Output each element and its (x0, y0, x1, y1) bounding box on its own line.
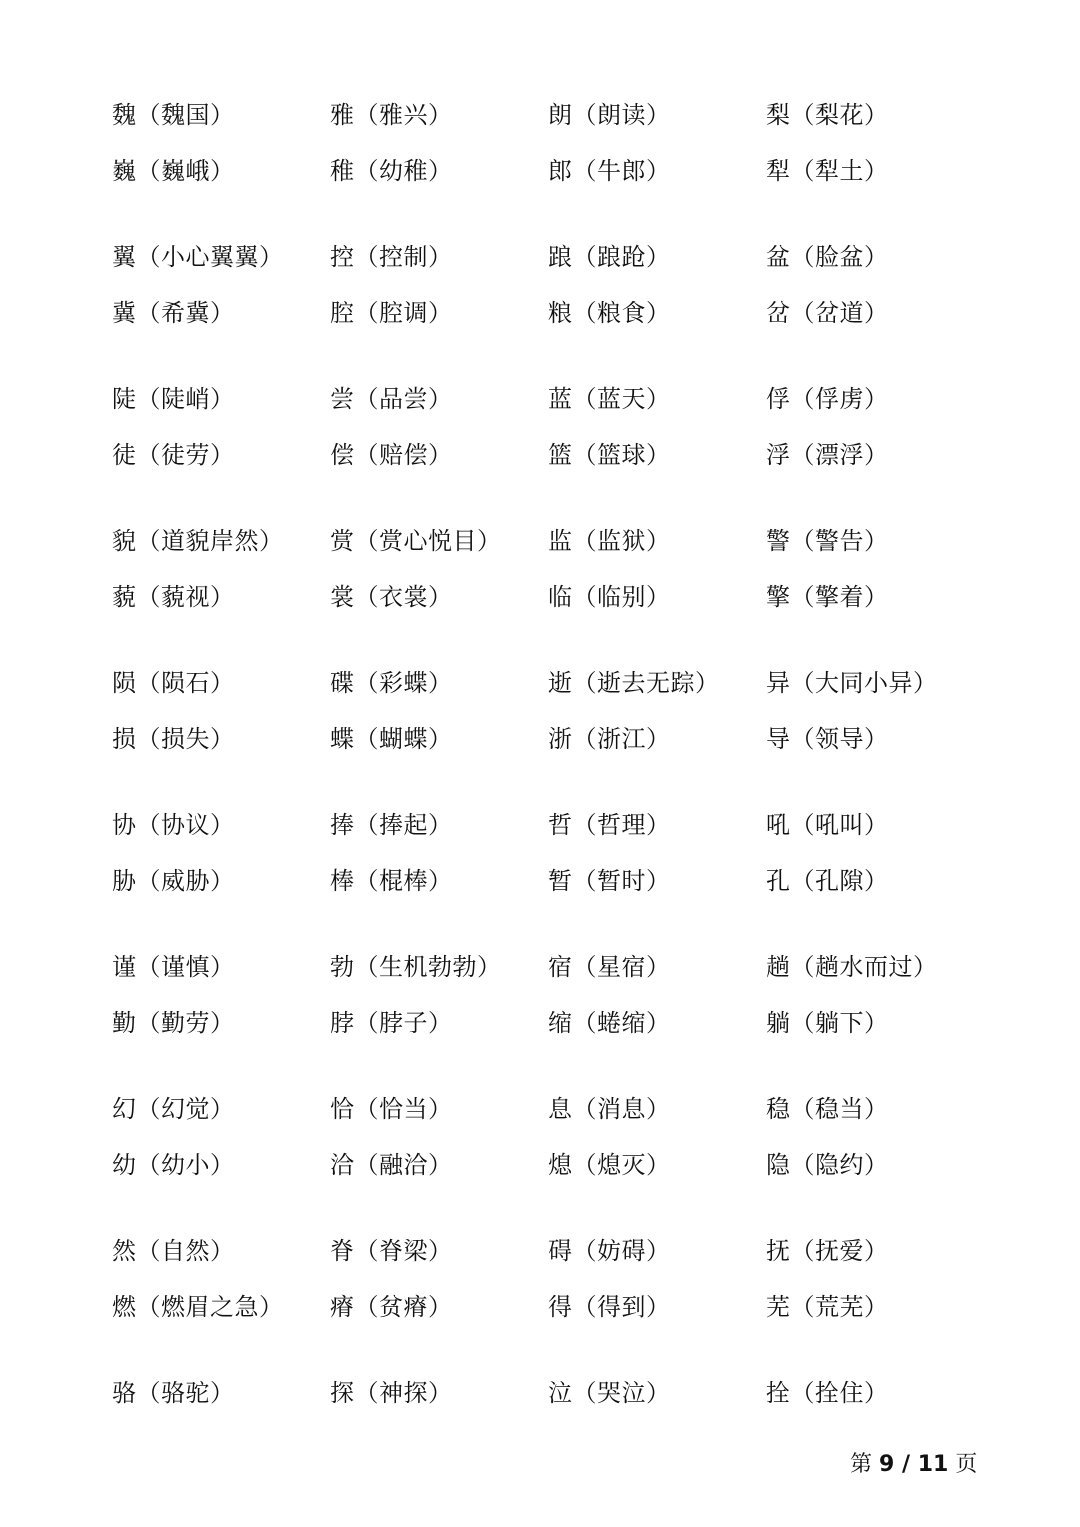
word-entry: 趟（趟水而过） (766, 952, 938, 981)
word-entry: 脊（脊梁） (330, 1236, 453, 1265)
word-group (112, 368, 992, 481)
word-entry: 损（损失） (112, 725, 235, 754)
word-entry: 抚（抚爱） (766, 1236, 889, 1265)
word-row (112, 1220, 992, 1277)
word-entry: 岔（岔道） (766, 299, 889, 328)
page-prefix: 第 (850, 1452, 873, 1477)
word-group (112, 84, 992, 197)
word-entry: 宿（星宿） (548, 952, 671, 981)
word-entry: 俘（俘虏） (766, 384, 889, 413)
character-groups (112, 84, 992, 1448)
word-row (112, 794, 992, 851)
word-entry: 脖（脖子） (330, 1009, 453, 1038)
word-entry: 浙（浙江） (548, 725, 671, 754)
word-entry: 捧（捧起） (330, 810, 453, 839)
word-entry: 稚（幼稚） (330, 157, 453, 186)
word-entry: 冀（希冀） (112, 299, 235, 328)
word-entry: 幻（幻觉） (112, 1094, 235, 1123)
word-row (112, 993, 992, 1050)
word-entry: 裳（衣裳） (330, 583, 453, 612)
word-entry: 篮（篮球） (548, 441, 671, 470)
word-entry: 异（大同小异） (766, 668, 938, 697)
word-group (112, 510, 992, 623)
page-separator: / (894, 1452, 918, 1477)
word-row (112, 1277, 992, 1334)
current-page: 9 (879, 1452, 895, 1477)
word-row (112, 141, 992, 198)
word-entry: 芜（荒芜） (766, 1293, 889, 1322)
word-row (112, 652, 992, 709)
word-entry: 恰（恰当） (330, 1094, 453, 1123)
word-entry: 雅（雅兴） (330, 100, 453, 129)
word-entry: 郎（牛郎） (548, 157, 671, 186)
word-entry: 陨（陨石） (112, 668, 235, 697)
word-entry: 躺（躺下） (766, 1009, 889, 1038)
word-entry: 赏（赏心悦目） (330, 526, 502, 555)
word-entry: 腔（腔调） (330, 299, 453, 328)
word-entry: 巍（巍峨） (112, 157, 235, 186)
word-entry: 陡（陡峭） (112, 384, 235, 413)
word-entry: 幼（幼小） (112, 1151, 235, 1180)
word-row (112, 936, 992, 993)
word-entry: 吼（吼叫） (766, 810, 889, 839)
word-entry: 蝶（蝴蝶） (330, 725, 453, 754)
word-entry: 孔（孔隙） (766, 867, 889, 896)
word-entry: 碟（彩蝶） (330, 668, 453, 697)
word-row (112, 851, 992, 908)
word-row (112, 510, 992, 567)
word-entry: 勤（勤劳） (112, 1009, 235, 1038)
word-entry: 瘠（贫瘠） (330, 1293, 453, 1322)
word-entry: 燃（燃眉之急） (112, 1293, 284, 1322)
word-row (112, 709, 992, 766)
word-entry: 盆（脸盆） (766, 242, 889, 271)
word-entry: 息（消息） (548, 1094, 671, 1123)
word-entry: 梨（梨花） (766, 100, 889, 129)
word-entry: 隐（隐约） (766, 1151, 889, 1180)
word-entry: 暂（暂时） (548, 867, 671, 896)
word-entry: 监（监狱） (548, 526, 671, 555)
word-entry: 朗（朗读） (548, 100, 671, 129)
word-entry: 勃（生机勃勃） (330, 952, 502, 981)
word-row (112, 84, 992, 141)
word-row (112, 1135, 992, 1192)
word-entry: 协（协议） (112, 810, 235, 839)
word-entry: 谨（谨慎） (112, 952, 235, 981)
word-entry: 偿（赔偿） (330, 441, 453, 470)
word-row (112, 1078, 992, 1135)
word-entry: 稳（稳当） (766, 1094, 889, 1123)
word-group (112, 226, 992, 339)
word-row (112, 567, 992, 624)
word-entry: 擎（擎着） (766, 583, 889, 612)
word-group (112, 936, 992, 1049)
word-entry: 胁（威胁） (112, 867, 235, 896)
word-entry: 蓝（蓝天） (548, 384, 671, 413)
total-pages: 11 (917, 1452, 949, 1477)
word-entry: 得（得到） (548, 1293, 671, 1322)
word-entry: 骆（骆驼） (112, 1378, 235, 1407)
word-entry: 踉（踉跄） (548, 242, 671, 271)
word-row (112, 1362, 992, 1419)
word-entry: 棒（棍棒） (330, 867, 453, 896)
word-entry: 浮（漂浮） (766, 441, 889, 470)
word-entry: 徒（徒劳） (112, 441, 235, 470)
word-entry: 拴（拴住） (766, 1378, 889, 1407)
word-entry: 粮（粮食） (548, 299, 671, 328)
page-number (850, 1447, 977, 1478)
word-entry: 熄（熄灭） (548, 1151, 671, 1180)
word-entry: 泣（哭泣） (548, 1378, 671, 1407)
word-entry: 尝（品尝） (330, 384, 453, 413)
page-suffix: 页 (955, 1452, 978, 1477)
word-entry: 貌（道貌岸然） (112, 526, 284, 555)
word-entry: 犁（犁土） (766, 157, 889, 186)
word-row (112, 368, 992, 425)
word-entry: 逝（逝去无踪） (548, 668, 720, 697)
word-entry: 控（控制） (330, 242, 453, 271)
word-group (112, 1078, 992, 1191)
word-entry: 魏（魏国） (112, 100, 235, 129)
word-row (112, 283, 992, 340)
word-group (112, 794, 992, 907)
word-entry: 探（神探） (330, 1378, 453, 1407)
word-group (112, 652, 992, 765)
word-group (112, 1220, 992, 1333)
word-entry: 导（领导） (766, 725, 889, 754)
word-entry: 翼（小心翼翼） (112, 242, 284, 271)
word-entry: 洽（融洽） (330, 1151, 453, 1180)
word-entry: 藐（藐视） (112, 583, 235, 612)
word-entry: 哲（哲理） (548, 810, 671, 839)
word-group (112, 1362, 992, 1419)
word-row (112, 425, 992, 482)
word-entry: 缩（蜷缩） (548, 1009, 671, 1038)
word-entry: 临（临别） (548, 583, 671, 612)
word-entry: 碍（妨碍） (548, 1236, 671, 1265)
word-entry: 然（自然） (112, 1236, 235, 1265)
word-row (112, 226, 992, 283)
word-entry: 警（警告） (766, 526, 889, 555)
